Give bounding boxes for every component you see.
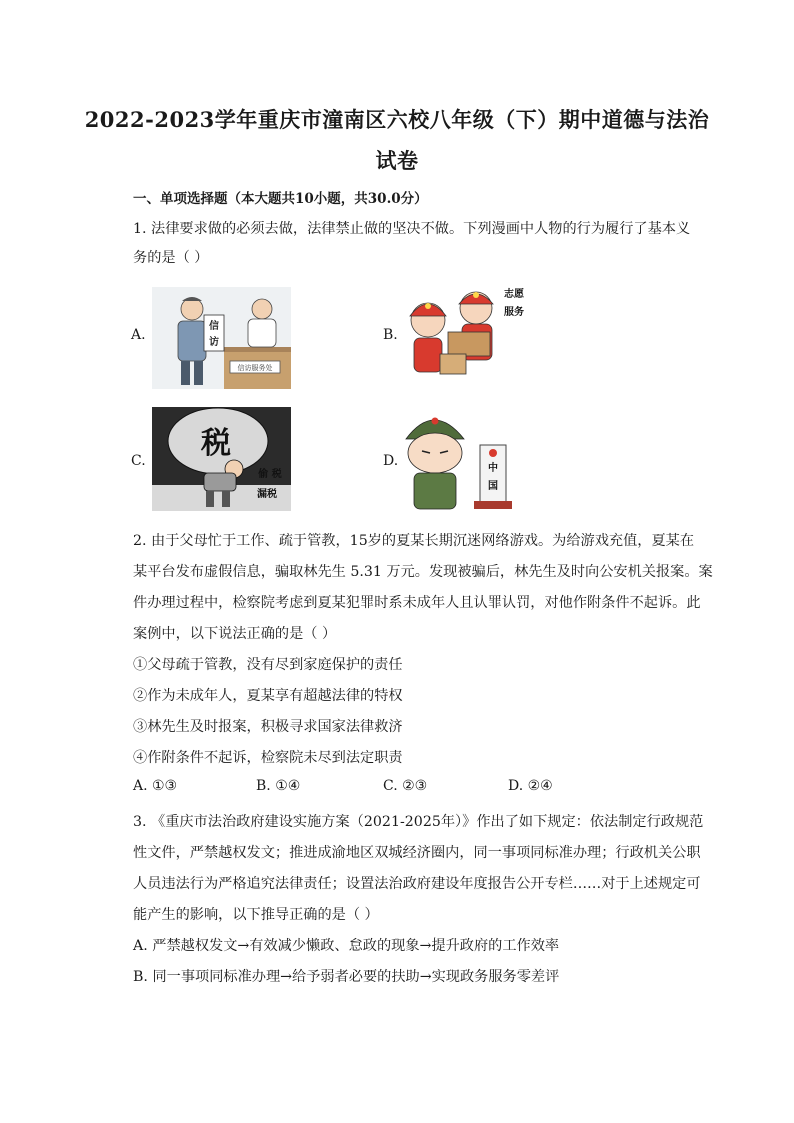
q1-option-a-letter-char1: 信 — [209, 321, 219, 332]
q2-stem-line4: 案例中，以下说法正确的是（ ） — [133, 626, 337, 642]
q1-option-b-text-line2: 服务 — [504, 307, 524, 318]
q1-option-c-text-line1: 偷 税 — [258, 469, 282, 480]
q2-statement-1: ①父母疏于管教，没有尽到家庭保护的责任 — [133, 657, 403, 673]
exam-title-line1: 2022-2023学年重庆市潼南区六校八年级（下）期中道德与法治 — [84, 107, 710, 132]
q3-stem-line4: 能产生的影响，以下推导正确的是（ ） — [133, 907, 379, 923]
q1-option-c-image — [152, 407, 291, 511]
q3-stem-line1: 3. 《重庆市法治政府建设实施方案（2021-2025年）》作出了如下规定：依法制定行政规范 — [133, 814, 704, 830]
q1-option-b-label: B. — [383, 327, 398, 343]
q1-option-a-image — [152, 287, 291, 389]
q1-stem-line1: 1. 法律要求做的必须去做，法律禁止做的坚决不做。下列漫画中人物的行为履行了基本义 — [133, 221, 691, 237]
q1-option-d-image — [400, 405, 518, 513]
q2-statement-3: ③林先生及时报案，积极寻求国家法律救济 — [133, 719, 403, 735]
q1-option-d-text-char2: 国 — [488, 481, 498, 492]
q3-stem-line2: 性文件，严禁越权发文；推进成渝地区双城经济圈内，同一事项同标准办理；行政机关公职 — [133, 845, 701, 861]
q2-choice-b: B. ①④ — [256, 778, 301, 794]
exam-title-line2: 试卷 — [375, 148, 419, 173]
q1-option-c-text-line2: 漏税 — [257, 489, 277, 500]
q1-option-c-tax-char: 税 — [201, 426, 231, 461]
q1-option-b-text-line1: 志愿 — [504, 289, 524, 300]
q1-stem-line2: 务的是（ ） — [133, 250, 209, 266]
q2-choice-d: D. ②④ — [508, 778, 553, 794]
q3-option-b: B. 同一事项同标准办理→给予弱者必要的扶助→实现政务服务零差评 — [133, 969, 560, 985]
q2-statement-4: ④作附条件不起诉，检察院未尽到法定职责 — [133, 750, 403, 766]
q1-option-a-sign-text: 信访服务处 — [237, 364, 273, 372]
q2-stem-line3: 件办理过程中，检察院考虑到夏某犯罪时系未成年人且认罪认罚，对他作附条件不起诉。此 — [133, 595, 701, 611]
q2-stem-line2: 某平台发布虚假信息，骗取林先生 5.31 万元。发现被骗后，林先生及时向公安机关报案。案 — [133, 564, 713, 580]
q2-choice-c: C. ②③ — [383, 778, 428, 794]
section-heading: 一、单项选择题（本大题共10小题，共30.0分） — [133, 191, 428, 207]
q1-option-a-letter-char2: 访 — [209, 337, 219, 348]
q3-option-a: A. 严禁越权发文→有效减少懒政、怠政的现象→提升政府的工作效率 — [133, 938, 560, 954]
q1-option-d-label: D. — [383, 453, 399, 469]
q1-option-c-label: C. — [131, 453, 146, 469]
q3-stem-line3: 人员违法行为严格追究法律责任；设置法治政府建设年度报告公开专栏……对于上述规定可 — [133, 876, 701, 892]
q2-statement-2: ②作为未成年人，夏某享有超越法律的特权 — [133, 688, 403, 704]
q1-option-d-text-char1: 中 — [488, 463, 498, 474]
q1-option-b-image — [400, 284, 536, 389]
q1-option-a-label: A. — [131, 327, 146, 343]
q2-stem-line1: 2. 由于父母忙于工作、疏于管教，15岁的夏某长期沉迷网络游戏。为给游戏充值，夏某在 — [133, 533, 695, 549]
q2-choice-a: A. ①③ — [133, 778, 178, 794]
